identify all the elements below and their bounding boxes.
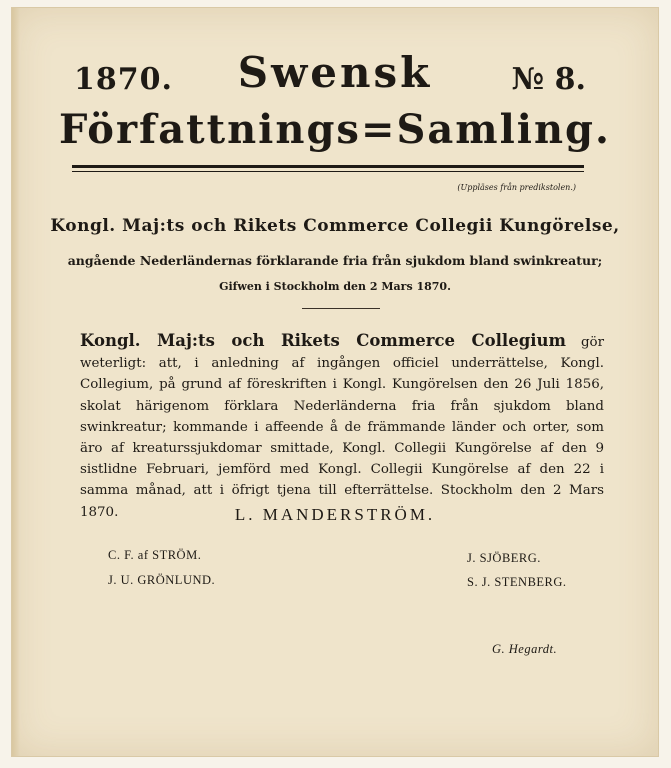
main-signature: L. MANDERSTRÖM. (234, 505, 436, 524)
masthead (12, 48, 658, 168)
decree-body (80, 330, 604, 523)
signature-left-2: J. U. GRÖNLUND. (108, 573, 216, 587)
body-text: gör weterligt: att, i anledning af ingången officiel underrättelse, Kongl. Collegium, på grund af föreskriften i Kongl. Kungörelsen den 26 Juli 1856, skolat härigenom förklara Nederländerna fria från sjukdom bland swinkreatur; kommande i affeende å de främmande länder och orter, som äro af kreaturssjukdomar smittade, Kongl. Collegii Kungörelse af den 9 sistlidne Februari, jemförd med Kongl. Collegii Kungörelse af den 22 i samma månad, att i öfrigt tjena till efterrättelse. Stockholm den 2 Mars 1870. (80, 335, 604, 520)
document-page (12, 8, 658, 756)
decree-subheading: angående Nederländernas förklarande fria från sjukdom bland swinkreatur; (67, 253, 603, 268)
masthead-title-line2: Författnings=Samling. (59, 106, 611, 153)
signature-left-1: C. F. af STRÖM. (108, 548, 202, 562)
signature-right-2: S. J. STENBERG. (467, 575, 567, 589)
clerk-signature: G. Hegardt. (492, 642, 558, 656)
masthead-rule-thick (72, 165, 584, 168)
decree-dateline: Gifwen i Stockholm den 2 Mars 1870. (219, 280, 451, 293)
masthead-rule-thin (72, 171, 584, 172)
body-lead: Kongl. Maj:ts och Rikets Commerce Collegium (80, 331, 566, 350)
masthead-year: 1870. (74, 62, 173, 97)
signature-right-1: J. SJÖBERG. (467, 551, 541, 565)
section-divider (302, 308, 380, 309)
masthead-title-line1: Swensk (237, 48, 433, 97)
decree-heading: Kongl. Maj:ts och Rikets Commerce Collegii Kungörelse, (50, 216, 620, 236)
masthead-issue-number: № 8. (511, 62, 586, 97)
reading-note: (Uppläses från predikstolen.) (457, 183, 576, 192)
